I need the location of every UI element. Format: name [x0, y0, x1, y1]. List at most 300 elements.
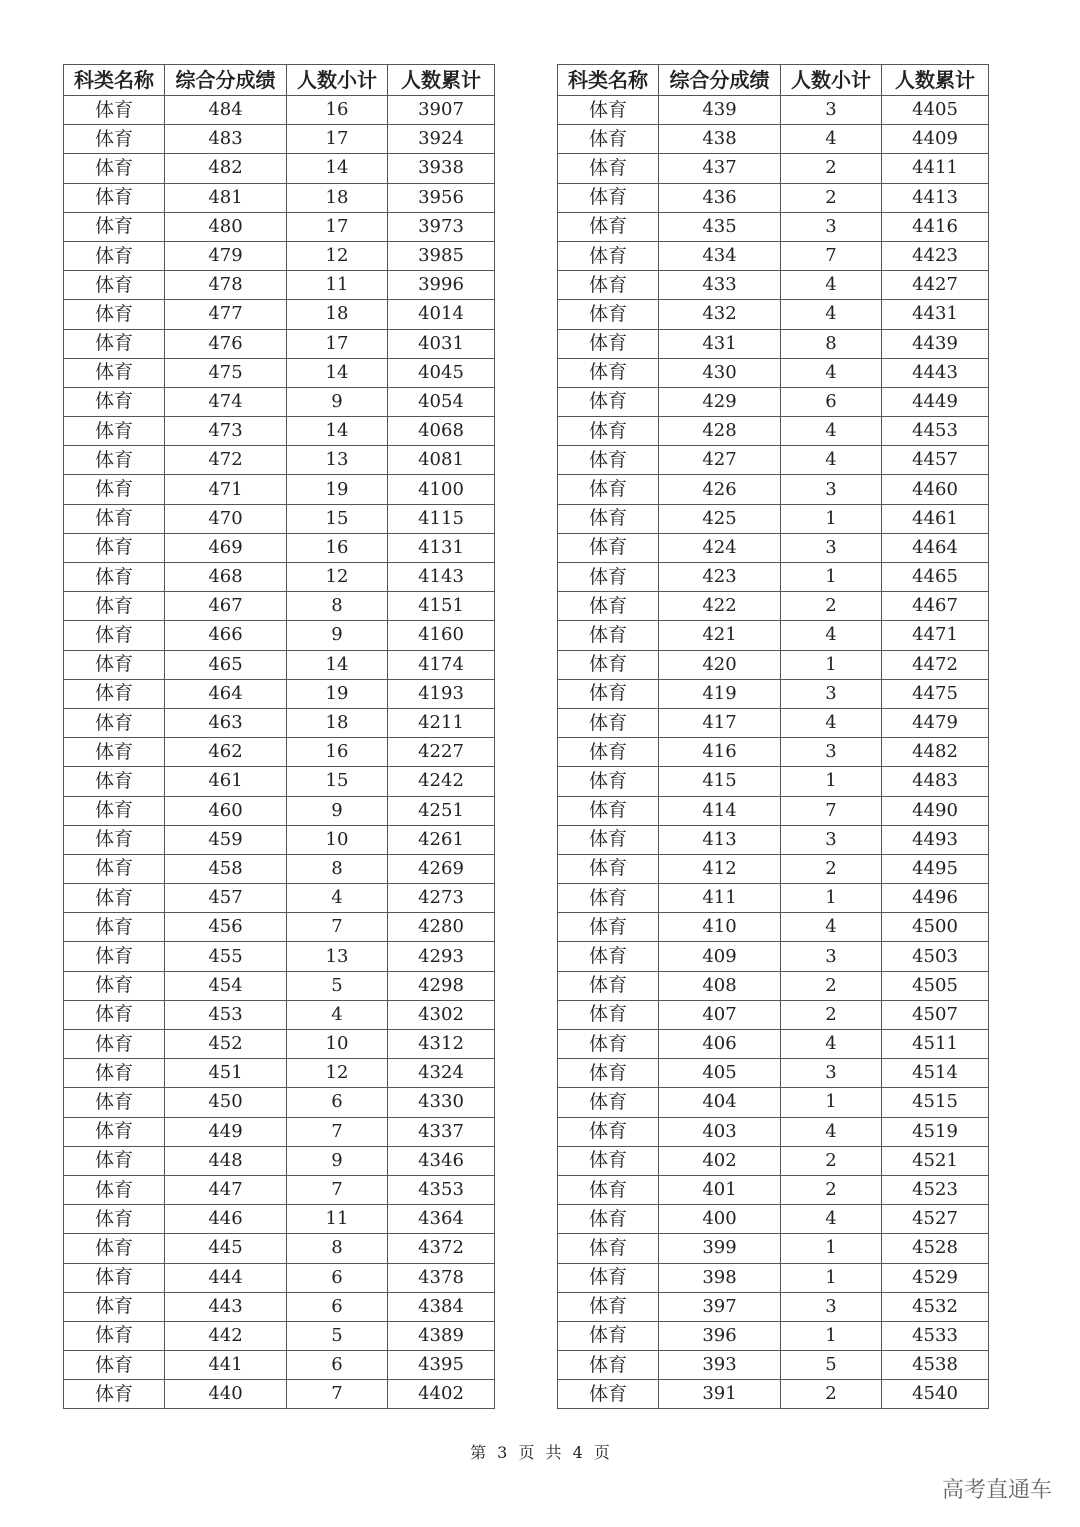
table-row	[64, 446, 495, 475]
cell-count: 2	[781, 1380, 882, 1409]
table-row	[64, 1205, 495, 1234]
cell-count: 7	[781, 796, 882, 825]
cell-count: 18	[287, 183, 388, 212]
table-row	[64, 387, 495, 416]
cell-category: 体育	[558, 533, 659, 562]
cell-count: 2	[781, 1146, 882, 1175]
table-row	[558, 767, 989, 796]
cell-category: 体育	[558, 241, 659, 270]
cell-score: 403	[659, 1117, 781, 1146]
cell-cumulative: 4490	[882, 796, 989, 825]
cell-count: 4	[287, 884, 388, 913]
cell-count: 11	[287, 271, 388, 300]
cell-score: 471	[165, 475, 287, 504]
table-row	[64, 358, 495, 387]
table-row	[64, 241, 495, 270]
table-row	[64, 708, 495, 737]
cell-category: 体育	[64, 1175, 165, 1204]
cell-score: 474	[165, 387, 287, 416]
cell-cumulative: 4143	[388, 563, 495, 592]
table-row	[64, 1263, 495, 1292]
table-row	[558, 1234, 989, 1263]
cell-count: 4	[781, 621, 882, 650]
cell-cumulative: 4538	[882, 1351, 989, 1380]
cell-cumulative: 4457	[882, 446, 989, 475]
cell-count: 2	[781, 1000, 882, 1029]
cell-count: 6	[781, 387, 882, 416]
cell-cumulative: 4273	[388, 884, 495, 913]
table-row	[558, 942, 989, 971]
cell-category: 体育	[558, 1234, 659, 1263]
cell-count: 16	[287, 96, 388, 125]
cell-score: 398	[659, 1263, 781, 1292]
cell-category: 体育	[64, 825, 165, 854]
footer-page-pre: 第	[470, 1443, 487, 1462]
cell-count: 12	[287, 241, 388, 270]
cell-count: 1	[781, 1088, 882, 1117]
cell-score: 461	[165, 767, 287, 796]
cell-category: 体育	[64, 1351, 165, 1380]
cell-cumulative: 4467	[882, 592, 989, 621]
cell-cumulative: 4389	[388, 1321, 495, 1350]
cell-count: 4	[781, 1030, 882, 1059]
table-row	[558, 971, 989, 1000]
cell-count: 15	[287, 767, 388, 796]
cell-count: 3	[781, 738, 882, 767]
table-row	[558, 1059, 989, 1088]
cell-count: 4	[781, 300, 882, 329]
cell-score: 430	[659, 358, 781, 387]
cell-cumulative: 4293	[388, 942, 495, 971]
cell-cumulative: 4045	[388, 358, 495, 387]
table-body-right	[558, 96, 989, 1409]
cell-score: 423	[659, 563, 781, 592]
cell-category: 体育	[558, 1146, 659, 1175]
cell-count: 10	[287, 825, 388, 854]
cell-score: 459	[165, 825, 287, 854]
cell-cumulative: 4302	[388, 1000, 495, 1029]
cell-count: 6	[287, 1292, 388, 1321]
cell-category: 体育	[64, 592, 165, 621]
cell-cumulative: 4528	[882, 1234, 989, 1263]
cell-cumulative: 4533	[882, 1321, 989, 1350]
cell-category: 体育	[64, 1059, 165, 1088]
cell-category: 体育	[64, 796, 165, 825]
cell-score: 449	[165, 1117, 287, 1146]
cell-cumulative: 4014	[388, 300, 495, 329]
cell-cumulative: 4346	[388, 1146, 495, 1175]
cell-count: 4	[781, 1117, 882, 1146]
table-row	[64, 417, 495, 446]
cell-score: 463	[165, 708, 287, 737]
table-row	[558, 825, 989, 854]
table-row	[558, 913, 989, 942]
table-row	[558, 1000, 989, 1029]
table-row	[64, 1059, 495, 1088]
cell-cumulative: 4337	[388, 1117, 495, 1146]
cell-count: 5	[287, 1321, 388, 1350]
cell-score: 409	[659, 942, 781, 971]
cell-category: 体育	[558, 358, 659, 387]
cell-score: 462	[165, 738, 287, 767]
table-row	[64, 854, 495, 883]
cell-score: 428	[659, 417, 781, 446]
cell-count: 1	[781, 504, 882, 533]
cell-cumulative: 4402	[388, 1380, 495, 1409]
cell-cumulative: 4416	[882, 212, 989, 241]
table-row	[64, 942, 495, 971]
cell-cumulative: 4131	[388, 533, 495, 562]
cell-category: 体育	[558, 125, 659, 154]
cell-score: 407	[659, 1000, 781, 1029]
table-row	[558, 1175, 989, 1204]
cell-category: 体育	[64, 884, 165, 913]
cell-cumulative: 4151	[388, 592, 495, 621]
cell-score: 441	[165, 1351, 287, 1380]
cell-score: 483	[165, 125, 287, 154]
header-score: 综合分成绩	[659, 65, 781, 96]
cell-score: 457	[165, 884, 287, 913]
cell-cumulative: 4054	[388, 387, 495, 416]
cell-score: 460	[165, 796, 287, 825]
cell-category: 体育	[64, 417, 165, 446]
cell-cumulative: 4378	[388, 1263, 495, 1292]
cell-category: 体育	[64, 504, 165, 533]
cell-cumulative: 4471	[882, 621, 989, 650]
table-row	[64, 183, 495, 212]
header-cumulative: 人数累计	[882, 65, 989, 96]
cell-cumulative: 4475	[882, 679, 989, 708]
cell-count: 3	[781, 475, 882, 504]
cell-count: 14	[287, 650, 388, 679]
cell-count: 7	[287, 1175, 388, 1204]
cell-category: 体育	[64, 475, 165, 504]
cell-cumulative: 4353	[388, 1175, 495, 1204]
cell-category: 体育	[558, 96, 659, 125]
table-row	[64, 154, 495, 183]
cell-category: 体育	[558, 1117, 659, 1146]
cell-count: 14	[287, 358, 388, 387]
header-category: 科类名称	[64, 65, 165, 96]
table-row	[64, 796, 495, 825]
cell-cumulative: 4461	[882, 504, 989, 533]
cell-cumulative: 4384	[388, 1292, 495, 1321]
cell-score: 447	[165, 1175, 287, 1204]
header-score: 综合分成绩	[165, 65, 287, 96]
cell-count: 4	[781, 1205, 882, 1234]
cell-category: 体育	[558, 913, 659, 942]
cell-score: 444	[165, 1263, 287, 1292]
cell-category: 体育	[64, 1146, 165, 1175]
cell-cumulative: 4453	[882, 417, 989, 446]
cell-category: 体育	[64, 183, 165, 212]
cell-cumulative: 4211	[388, 708, 495, 737]
cell-score: 455	[165, 942, 287, 971]
cell-cumulative: 4439	[882, 329, 989, 358]
table-row	[64, 96, 495, 125]
cell-score: 469	[165, 533, 287, 562]
cell-cumulative: 4479	[882, 708, 989, 737]
cell-score: 466	[165, 621, 287, 650]
cell-score: 432	[659, 300, 781, 329]
cell-score: 452	[165, 1030, 287, 1059]
cell-count: 2	[781, 592, 882, 621]
cell-count: 7	[287, 1117, 388, 1146]
cell-category: 体育	[558, 563, 659, 592]
cell-score: 393	[659, 1351, 781, 1380]
cell-count: 3	[781, 942, 882, 971]
cell-category: 体育	[64, 708, 165, 737]
cell-category: 体育	[64, 767, 165, 796]
table-row	[64, 1030, 495, 1059]
cell-cumulative: 4405	[882, 96, 989, 125]
cell-cumulative: 4482	[882, 738, 989, 767]
table-row	[64, 1000, 495, 1029]
cell-category: 体育	[64, 563, 165, 592]
cell-count: 4	[781, 913, 882, 942]
cell-category: 体育	[558, 446, 659, 475]
cell-count: 8	[781, 329, 882, 358]
table-row	[64, 1292, 495, 1321]
cell-score: 436	[659, 183, 781, 212]
cell-count: 5	[287, 971, 388, 1000]
cell-score: 431	[659, 329, 781, 358]
cell-cumulative: 4395	[388, 1351, 495, 1380]
cell-score: 480	[165, 212, 287, 241]
cell-count: 17	[287, 125, 388, 154]
cell-count: 6	[287, 1088, 388, 1117]
table-row	[558, 854, 989, 883]
cell-count: 1	[781, 1234, 882, 1263]
cell-category: 体育	[558, 387, 659, 416]
cell-category: 体育	[64, 1234, 165, 1263]
table-row	[64, 971, 495, 1000]
cell-score: 464	[165, 679, 287, 708]
cell-category: 体育	[558, 971, 659, 1000]
cell-score: 424	[659, 533, 781, 562]
cell-cumulative: 4269	[388, 854, 495, 883]
table-row	[64, 533, 495, 562]
table-row	[64, 884, 495, 913]
cell-category: 体育	[64, 942, 165, 971]
table-row	[558, 650, 989, 679]
cell-cumulative: 4532	[882, 1292, 989, 1321]
cell-category: 体育	[558, 854, 659, 883]
cell-count: 5	[781, 1351, 882, 1380]
cell-category: 体育	[558, 1380, 659, 1409]
cell-cumulative: 4511	[882, 1030, 989, 1059]
cell-cumulative: 4496	[882, 884, 989, 913]
cell-count: 19	[287, 679, 388, 708]
cell-category: 体育	[558, 1292, 659, 1321]
cell-category: 体育	[558, 679, 659, 708]
cell-category: 体育	[558, 942, 659, 971]
cell-category: 体育	[64, 241, 165, 270]
cell-category: 体育	[64, 1205, 165, 1234]
cell-count: 4	[781, 358, 882, 387]
cell-category: 体育	[558, 329, 659, 358]
cell-count: 2	[781, 1175, 882, 1204]
table-row	[64, 650, 495, 679]
header-count: 人数小计	[781, 65, 882, 96]
cell-cumulative: 4529	[882, 1263, 989, 1292]
header-category: 科类名称	[558, 65, 659, 96]
cell-cumulative: 4100	[388, 475, 495, 504]
cell-category: 体育	[64, 212, 165, 241]
cell-score: 450	[165, 1088, 287, 1117]
cell-score: 482	[165, 154, 287, 183]
table-row	[64, 212, 495, 241]
cell-score: 400	[659, 1205, 781, 1234]
cell-count: 1	[781, 767, 882, 796]
table-row	[64, 621, 495, 650]
table-row	[558, 1030, 989, 1059]
cell-category: 体育	[64, 679, 165, 708]
cell-category: 体育	[64, 913, 165, 942]
cell-category: 体育	[558, 884, 659, 913]
cell-count: 15	[287, 504, 388, 533]
cell-category: 体育	[64, 125, 165, 154]
table-row	[558, 358, 989, 387]
cell-cumulative: 4413	[882, 183, 989, 212]
table-row	[558, 417, 989, 446]
table-row	[558, 884, 989, 913]
cell-score: 451	[165, 1059, 287, 1088]
cell-category: 体育	[64, 533, 165, 562]
cell-score: 475	[165, 358, 287, 387]
table-row	[558, 212, 989, 241]
cell-cumulative: 4460	[882, 475, 989, 504]
cell-cumulative: 4523	[882, 1175, 989, 1204]
cell-score: 426	[659, 475, 781, 504]
footer-total-pages: 4	[572, 1443, 583, 1462]
cell-cumulative: 4298	[388, 971, 495, 1000]
cell-score: 415	[659, 767, 781, 796]
cell-cumulative: 4409	[882, 125, 989, 154]
cell-category: 体育	[558, 708, 659, 737]
cell-category: 体育	[64, 621, 165, 650]
table-row	[64, 592, 495, 621]
cell-score: 427	[659, 446, 781, 475]
cell-category: 体育	[64, 1292, 165, 1321]
cell-count: 17	[287, 329, 388, 358]
cell-score: 440	[165, 1380, 287, 1409]
cell-cumulative: 4280	[388, 913, 495, 942]
cell-score: 405	[659, 1059, 781, 1088]
cell-score: 454	[165, 971, 287, 1000]
cell-count: 14	[287, 417, 388, 446]
cell-count: 3	[781, 96, 882, 125]
footer-page-number: 3	[497, 1443, 508, 1462]
cell-score: 408	[659, 971, 781, 1000]
cell-score: 414	[659, 796, 781, 825]
cell-category: 体育	[558, 592, 659, 621]
cell-count: 7	[287, 1380, 388, 1409]
cell-count: 1	[781, 1321, 882, 1350]
table-row	[64, 679, 495, 708]
table-row	[64, 504, 495, 533]
cell-cumulative: 4514	[882, 1059, 989, 1088]
cell-cumulative: 4411	[882, 154, 989, 183]
page-footer	[0, 1440, 1080, 1463]
cell-count: 18	[287, 300, 388, 329]
cell-count: 1	[781, 1263, 882, 1292]
cell-score: 419	[659, 679, 781, 708]
cell-score: 411	[659, 884, 781, 913]
cell-cumulative: 3924	[388, 125, 495, 154]
cell-score: 443	[165, 1292, 287, 1321]
cell-cumulative: 4503	[882, 942, 989, 971]
table-row	[558, 183, 989, 212]
table-row	[64, 271, 495, 300]
cell-score: 397	[659, 1292, 781, 1321]
cell-score: 453	[165, 1000, 287, 1029]
cell-score: 406	[659, 1030, 781, 1059]
cell-score: 425	[659, 504, 781, 533]
cell-score: 458	[165, 854, 287, 883]
cell-score: 391	[659, 1380, 781, 1409]
cell-count: 4	[781, 446, 882, 475]
cell-cumulative: 4465	[882, 563, 989, 592]
cell-score: 477	[165, 300, 287, 329]
table-row	[558, 1088, 989, 1117]
cell-score: 434	[659, 241, 781, 270]
cell-cumulative: 4427	[882, 271, 989, 300]
cell-cumulative: 4500	[882, 913, 989, 942]
table-row	[558, 1351, 989, 1380]
cell-category: 体育	[64, 854, 165, 883]
cell-cumulative: 3907	[388, 96, 495, 125]
cell-count: 3	[781, 533, 882, 562]
cell-cumulative: 4227	[388, 738, 495, 767]
cell-category: 体育	[558, 738, 659, 767]
cell-score: 439	[659, 96, 781, 125]
cell-score: 437	[659, 154, 781, 183]
cell-score: 445	[165, 1234, 287, 1263]
cell-category: 体育	[64, 1000, 165, 1029]
cell-category: 体育	[64, 329, 165, 358]
table-row	[558, 446, 989, 475]
cell-score: 420	[659, 650, 781, 679]
cell-cumulative: 4160	[388, 621, 495, 650]
cell-cumulative: 4324	[388, 1059, 495, 1088]
cell-score: 429	[659, 387, 781, 416]
cell-count: 8	[287, 592, 388, 621]
table-row	[64, 563, 495, 592]
cell-category: 体育	[558, 650, 659, 679]
table-header-row	[558, 65, 989, 96]
cell-score: 410	[659, 913, 781, 942]
cell-category: 体育	[558, 504, 659, 533]
table-row	[64, 1117, 495, 1146]
cell-cumulative: 4068	[388, 417, 495, 446]
cell-count: 12	[287, 563, 388, 592]
cell-category: 体育	[558, 767, 659, 796]
table-row	[558, 329, 989, 358]
cell-count: 3	[781, 1059, 882, 1088]
table-row	[64, 1234, 495, 1263]
table-row	[64, 767, 495, 796]
cell-score: 438	[659, 125, 781, 154]
cell-count: 13	[287, 942, 388, 971]
cell-cumulative: 4493	[882, 825, 989, 854]
cell-category: 体育	[64, 300, 165, 329]
table-row	[64, 913, 495, 942]
cell-cumulative: 3956	[388, 183, 495, 212]
table-row	[558, 592, 989, 621]
cell-cumulative: 4081	[388, 446, 495, 475]
cell-category: 体育	[64, 96, 165, 125]
